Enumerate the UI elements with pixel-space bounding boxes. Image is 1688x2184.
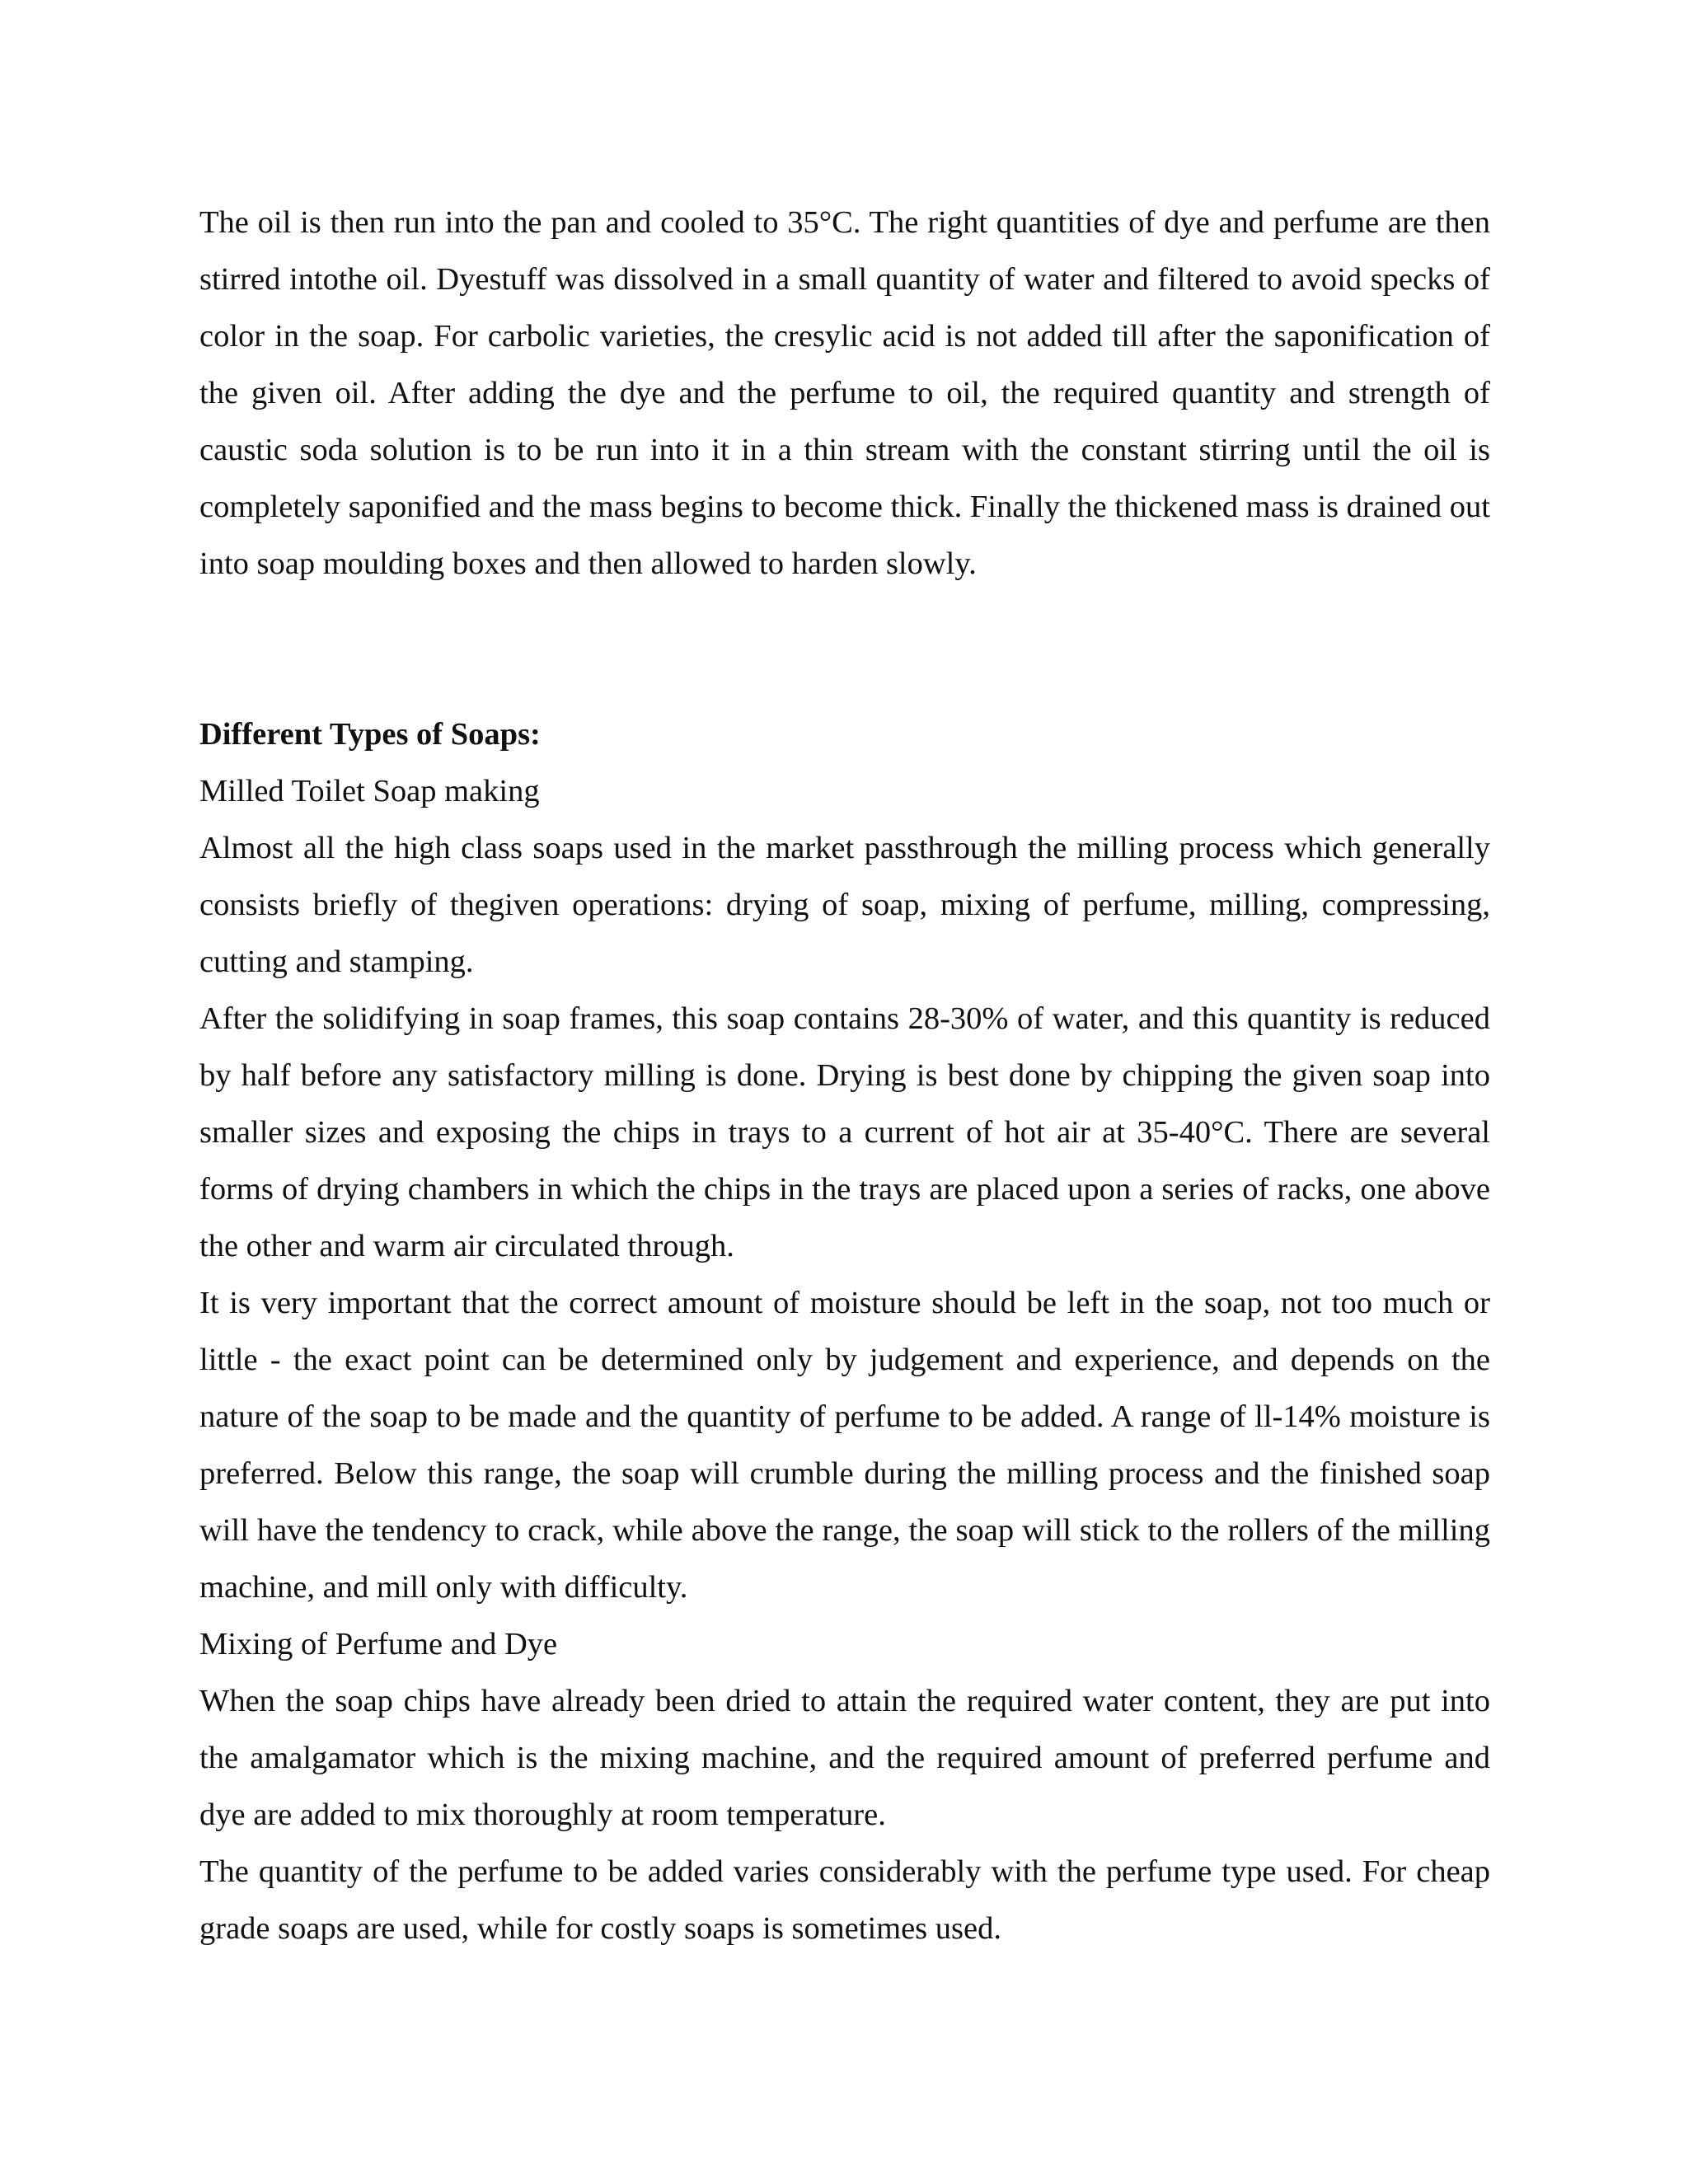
subheading-milled-toilet-soap: Milled Toilet Soap making	[199, 774, 540, 808]
paragraph-moisture: It is very important that the correct amount of moisture should be left in the soap, not too much or little - the exact point can be determined only by judgement and experience, and depends on the nature of the soap to be made and the quantity of perfume to be added. A range of ll-14% moisture is preferred. Below this range, the soap will crumble during the milling process and the finished soap will have the tendency to crack, while above the range, the soap will stick to the rollers of the milling machine, and mill only with difficulty.	[199, 1286, 1490, 1605]
paragraph-milling-overview: Almost all the high class soaps used in the market passthrough the milling process which generally consists briefly of thegiven operations: drying of soap, mixing of perfume, milling, compressing, cutting and stamping.	[199, 831, 1490, 979]
paragraph-amalgamator: When the soap chips have already been dried to attain the required water content, they are put into the amalgamator which is the mixing machine, and the required amount of preferred perfume and dye are added to mix thoroughly at room temperature.	[199, 1684, 1490, 1832]
document-page	[199, 194, 1490, 1957]
section-heading: Different Types of Soaps:	[199, 717, 541, 752]
subheading-mixing-perfume-dye: Mixing of Perfume and Dye	[199, 1627, 558, 1661]
intro-paragraph: The oil is then run into the pan and cooled to 35°C. The right quantities of dye and perfume are then stirred intothe oil. Dyestuff was dissolved in a small quantity of water and filtered to avoid specks of color in the soap. For carbolic varieties, the cresylic acid is not added till after the saponification of the given oil. After adding the dye and the perfume to oil, the required quantity and strength of caustic soda solution is to be run into it in a thin stream with the constant stirring until the oil is completely saponified and the mass begins to become thick. Finally the thickened mass is drained out into soap moulding boxes and then allowed to harden slowly.	[199, 205, 1490, 581]
paragraph-drying: After the solidifying in soap frames, this soap contains 28-30% of water, and this quantity is reduced by half before any satisfactory milling is done. Drying is best done by chipping the given soap into smaller sizes and exposing the chips in trays to a current of hot air at 35-40°C. There are several forms of drying chambers in which the chips in the trays are placed upon a series of racks, one above the other and warm air circulated through.	[199, 1001, 1490, 1263]
paragraph-perfume-quantity: The quantity of the perfume to be added varies considerably with the perfume type used. For cheap grade soaps are used, while for costly soaps is sometimes used.	[199, 1854, 1490, 1946]
